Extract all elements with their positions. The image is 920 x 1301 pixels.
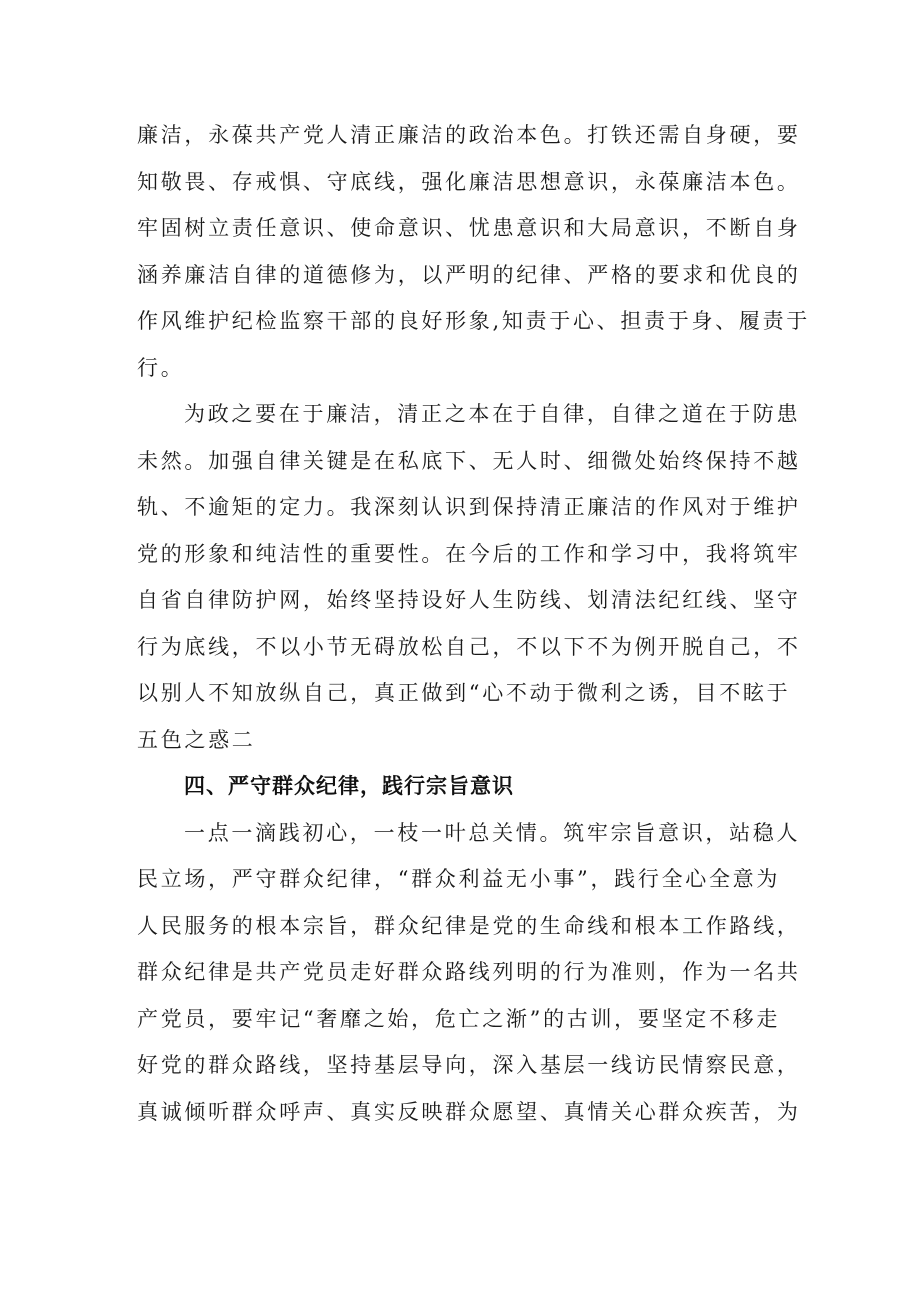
text-line: 以别人不知放纵自己，真正做到“心不动于微利之诱，目不眩于 <box>137 681 791 705</box>
text-line: 群众纪律是共产党员走好群众路线列明的行为准则，作为一名共 <box>137 960 801 984</box>
text-line: 行为底线，不以小节无碍放松自己，不以下不为例开脱自己，不 <box>137 634 801 659</box>
text-line: 牢固树立责任意识、使命意识、忧患意识和大局意识，不断自身 <box>137 216 801 240</box>
text-line: 自省自律防护网，始终坚持设好人生防线、划清法纪红线、坚守 <box>137 588 801 612</box>
text-line: 为政之要在于廉洁，清正之本在于自律，自律之道在于防患 <box>184 402 801 426</box>
text-line: 知敬畏、存戒惧、守底线，强化廉洁思想意识，永葆廉洁本色。 <box>137 169 801 194</box>
text-line: 五色之惑二 <box>137 727 256 752</box>
text-line: 党的形象和纯洁性的重要性。在今后的工作和学习中，我将筑牢 <box>137 541 801 566</box>
text-line: 未然。加强自律关键是在私底下、无人时、细微处始终保持不越 <box>137 448 801 473</box>
document-body <box>137 112 810 1135</box>
paragraph-integrity-continuation <box>137 112 810 391</box>
text-line: 廉洁，永葆共产党人清正廉洁的政治本色。打铁还需自身硬，要 <box>137 123 801 147</box>
text-line: 一点一滴践初心，一枝一叶总关情。筑牢宗旨意识，站稳人 <box>184 820 801 845</box>
text-line: 人民服务的根本宗旨，群众纪律是党的生命线和根本工作路线， <box>137 913 801 938</box>
paragraph-self-discipline <box>137 391 801 763</box>
text-line: 行。 <box>137 355 185 380</box>
text-line: 民立场，严守群众纪律，“群众利益无小事”，践行全心全意为 <box>137 867 781 891</box>
text-line: 产党员，要牢记“奢靡之始，危亡之渐”的古训，要坚定不移走 <box>137 1006 781 1031</box>
text-line: 轨、不逾矩的定力。我深刻认识到保持清正廉洁的作风对于维护 <box>137 495 801 519</box>
text-line: 真诚倾听群众呼声、真实反映群众愿望、真情关心群众疾苦，为 <box>137 1099 801 1124</box>
section-heading: 四、严守群众纪律，践行宗旨意识 <box>184 774 514 798</box>
paragraph-mass-discipline <box>137 810 801 1136</box>
text-line: 好党的群众路线，坚持基层导向，深入基层一线访民情察民意， <box>137 1053 801 1077</box>
text-line: 涵养廉洁自律的道德修为，以严明的纪律、严格的要求和优良的 <box>137 262 801 287</box>
text-line: 作风维护纪检监察干部的良好形象,知责于心、担责于身、履责于 <box>137 309 810 333</box>
